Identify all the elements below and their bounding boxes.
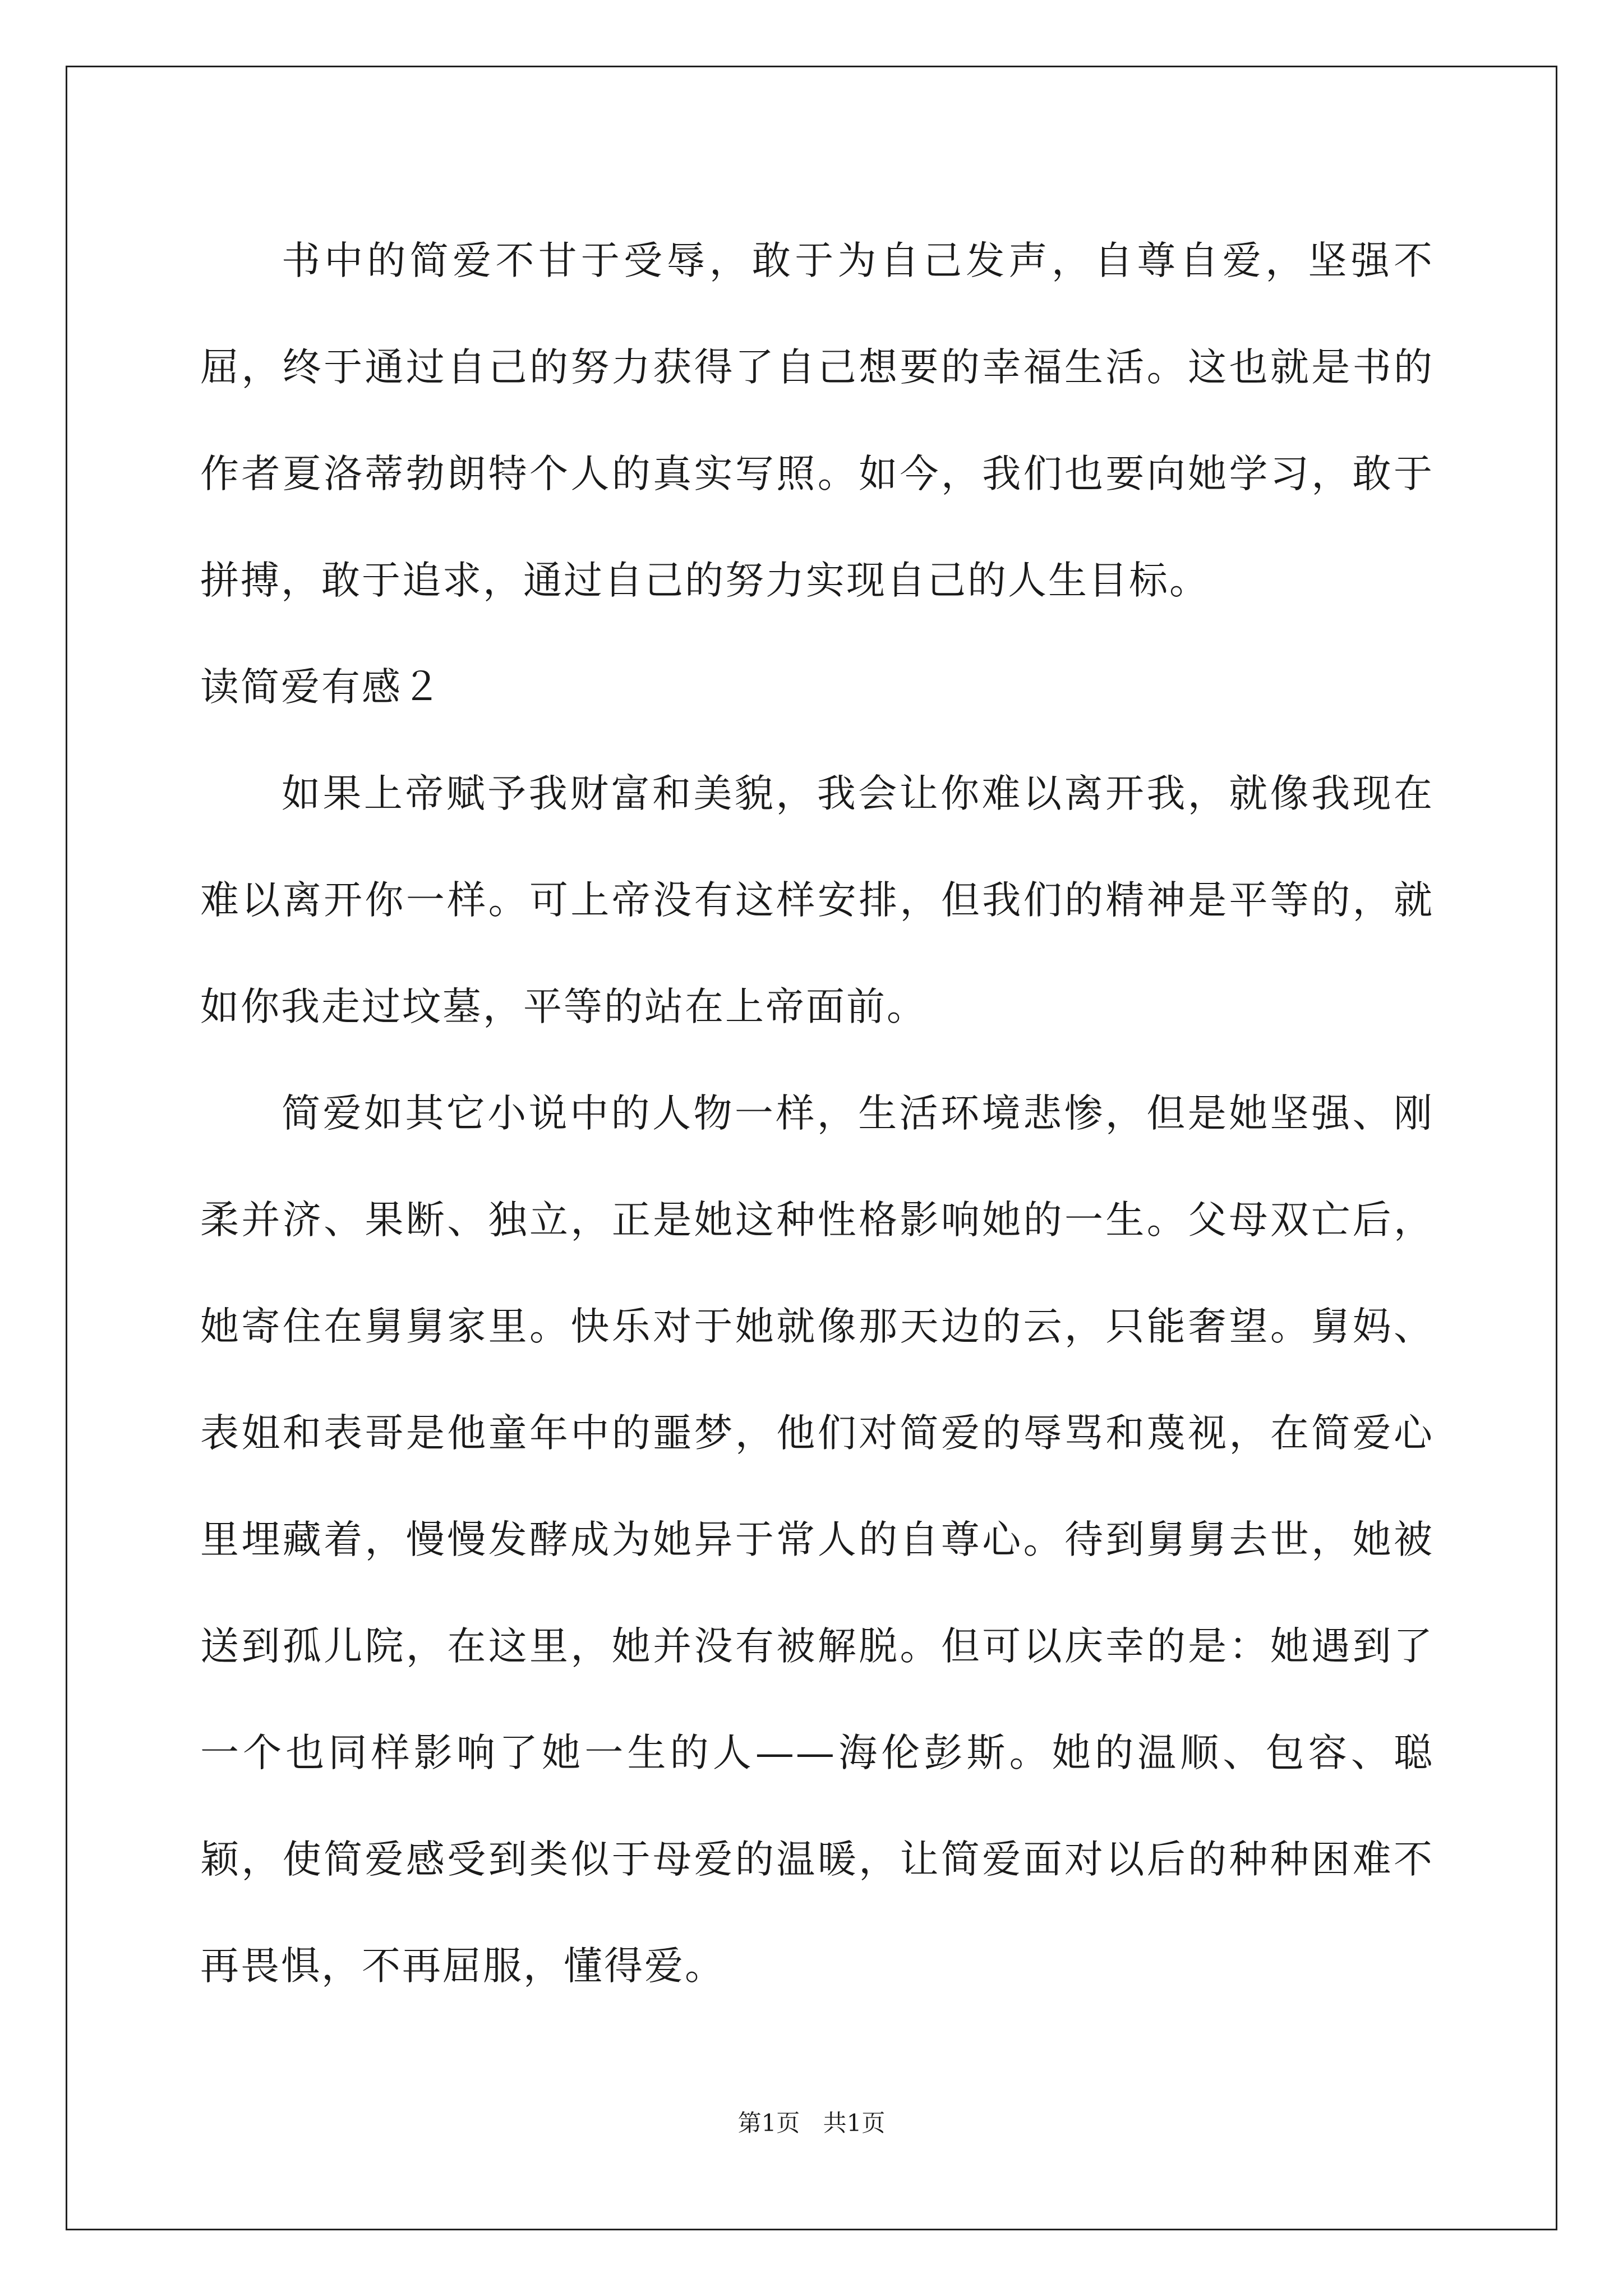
- page-count: 共1页: [823, 2109, 886, 2137]
- page-number: 第1页: [737, 2109, 800, 2137]
- page-footer: [0, 2106, 1623, 2140]
- section-heading: 读简爱有感２: [200, 665, 442, 710]
- paragraph-2: 如果上帝赋予我财富和美貌，我会让你难以离开我，就像我现在难以离开你一样。可上帝没有这样安排，但我们的精神是平等的，就如你我走过坟墓，平等的站在上帝面前。: [200, 771, 1434, 1029]
- document-body: [200, 208, 1434, 2019]
- paragraph-1: 书中的简爱不甘于受辱，敢于为自己发声，自尊自爱，坚强不屈，终于通过自己的努力获得了自己想要的幸福生活。这也就是书的作者夏洛蒂勃朗特个人的真实写照。如今，我们也要向她学习，敢于拼搏，敢于追求，通过自己的努力实现自己的人生目标。: [200, 238, 1434, 603]
- paragraph-3: 简爱如其它小说中的人物一样，生活环境悲惨，但是她坚强、刚柔并济、果断、独立，正是她这种性格影响她的一生。父母双亡后，她寄住在舅舅家里。快乐对于她就像那天边的云，只能奢望。舅妈、表姐和表哥是他童年中的噩梦，他们对简爱的辱骂和蔑视，在简爱心里埋藏着，慢慢发酵成为她异于常人的自尊心。待到舅舅去世，她被送到孤儿院，在这里，她并没有被解脱。但可以庆幸的是：她遇到了一个也同样影响了她一生的人——海伦彭斯。她的温顺、包容、聪颖，使简爱感受到类似于母爱的温暖，让简爱面对以后的种种困难不再畏惧，不再屈服，懂得爱。: [200, 1091, 1434, 1989]
